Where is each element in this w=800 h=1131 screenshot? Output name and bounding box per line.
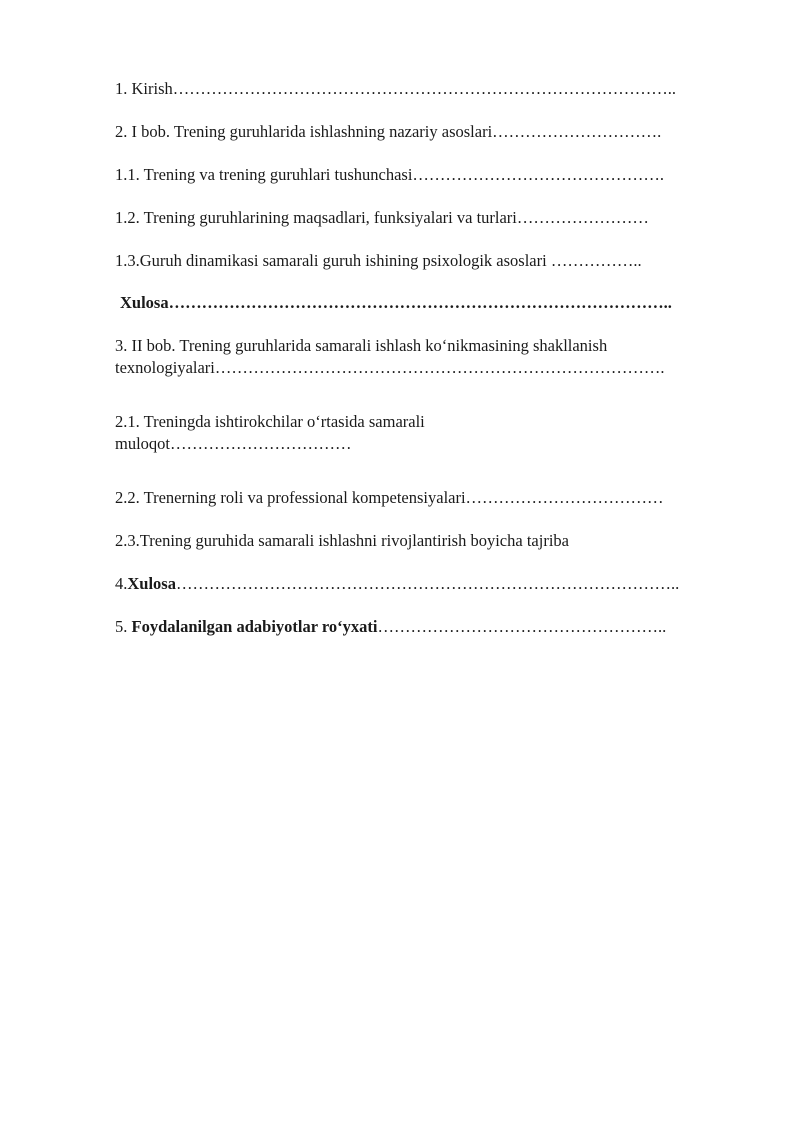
toc-entry-kirish: 1. Kirish……………………………………………………………………………….. — [115, 79, 676, 98]
toc-entry-2-3: 2.3.Trening guruhida samarali ishlashni rivojlantirish boyicha tajriba — [115, 531, 569, 550]
toc-entry-chapter-1: 2. I bob. Trening guruhlarida ishlashning nazariy asoslari…………………………. — [115, 122, 662, 141]
toc-entry-references — [115, 616, 666, 638]
toc-entry-xulosa-2 — [115, 573, 679, 595]
toc-entry-number: 5. — [115, 617, 132, 636]
toc-entry-leader: ……………………………………………………………………………….. — [175, 574, 680, 593]
toc-entry-title: Xulosa — [127, 574, 176, 593]
toc-entry-number: 4. — [115, 574, 128, 593]
toc-entry-title: Foydalanilgan adabiyotlar ro‘yxati — [131, 617, 378, 636]
toc-entry-1-2: 1.2. Trening guruhlarining maqsadlari, funksiyalari va turlari…………………… — [115, 208, 649, 227]
toc-entry-2-1: 2.1. Treningda ishtirokchilar o‘rtasida samarali muloqot…………………………… — [115, 412, 429, 453]
toc-entry-leader: …………………………………………….. — [377, 617, 667, 636]
toc-entry-xulosa-1: Xulosa……………………………………………………………………………….. — [120, 293, 672, 312]
toc-entry-chapter-2: 3. II bob. Trening guruhlarida samarali ishlash ko‘nikmasining shakllanish texnologiyalari………………………………………………………………………. — [115, 336, 665, 377]
toc-entry-1-3: 1.3.Guruh dinamikasi samarali guruh ishining psixologik asoslari …………….. — [115, 251, 642, 270]
toc-entry-2-2: 2.2. Trenerning roli va professional kompetensiyalari……………………………… — [115, 488, 664, 507]
toc-entry-1-1: 1.1. Trening va trening guruhlari tushunchasi………………………………………. — [115, 165, 665, 184]
